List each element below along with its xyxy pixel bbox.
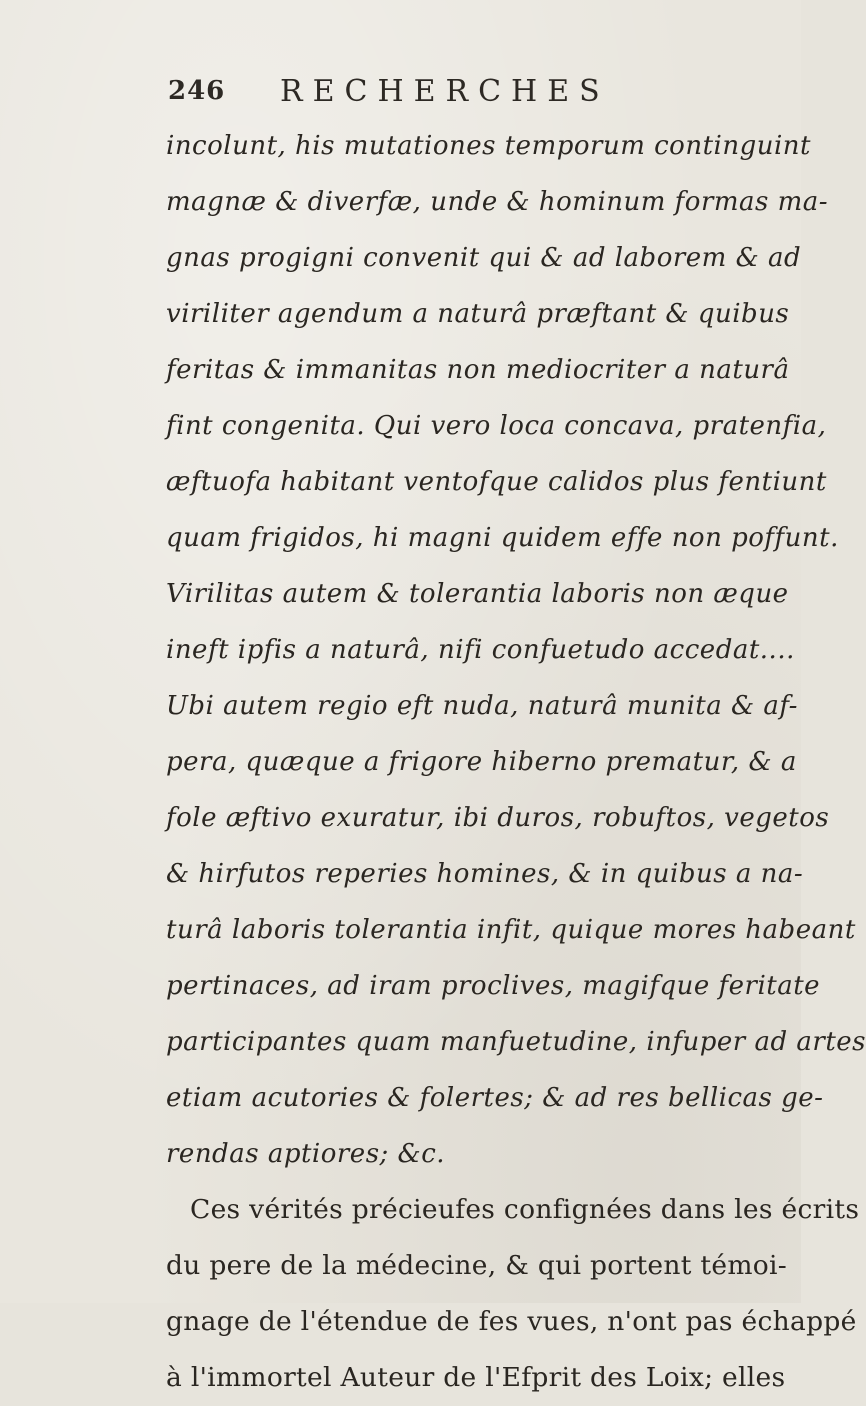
page-number: 246 [168, 76, 226, 106]
text-line: du pere de la médecine, & qui portent témoi- [166, 1250, 788, 1281]
text-line: æftuofa habitant ventofque calidos plus fentiunt [166, 467, 827, 497]
text-line: rendas aptiores; &c. [166, 1139, 446, 1169]
running-head: RECHERCHES [280, 74, 610, 109]
text-line: fole æftivo exuratur, ibi duros, robuftos, vegetos [166, 803, 830, 833]
text-line: participantes quam manfuetudine, infuper ad artes [166, 1027, 866, 1057]
text-line: à l'immortel Auteur de l'Efprit des Loix; elles [166, 1362, 786, 1393]
text-line: ineft ipfis a naturâ, nifi confuetudo accedat.... [166, 635, 795, 665]
text-line: fint congenita. Qui vero loca concava, pratenfia, [166, 411, 827, 441]
text-line: & hirfutos reperies homines, & in quibus a na- [166, 859, 804, 889]
page-header [168, 72, 688, 116]
text-line: pertinaces, ad iram proclives, magifque feritate [166, 971, 821, 1001]
text-line: etiam acutories & folertes; & ad res bellicas ge- [166, 1083, 824, 1113]
text-line: gnage de l'étendue de fes vues, n'ont pas échappé [166, 1306, 857, 1337]
text-line: Ces vérités précieufes confignées dans les écrits [190, 1194, 860, 1225]
text-line: gnas progigni convenit qui & ad laborem & ad [166, 243, 802, 273]
text-line: Virilitas autem & tolerantia laboris non æque [166, 579, 789, 609]
text-line: quam frigidos, hi magni quidem effe non poffunt. [166, 523, 839, 553]
text-line: pera, quæque a frigore hiberno prematur, & a [166, 747, 797, 777]
french-paragraph [166, 1182, 860, 1406]
text-line: viriliter agendum a naturâ præftant & quibus [166, 299, 790, 329]
latin-quotation [166, 118, 866, 1182]
text-line: incolunt, his mutationes temporum continguint [166, 131, 811, 161]
text-line: feritas & immanitas non mediocriter a naturâ [166, 355, 790, 385]
text-line: Ubi autem regio eft nuda, naturâ munita & af- [166, 691, 798, 721]
body-text [166, 118, 866, 1406]
text-line: magnæ & diverfæ, unde & hominum formas ma- [166, 187, 829, 217]
text-line: turâ laboris tolerantia infit, quique mores habeant [166, 915, 856, 945]
